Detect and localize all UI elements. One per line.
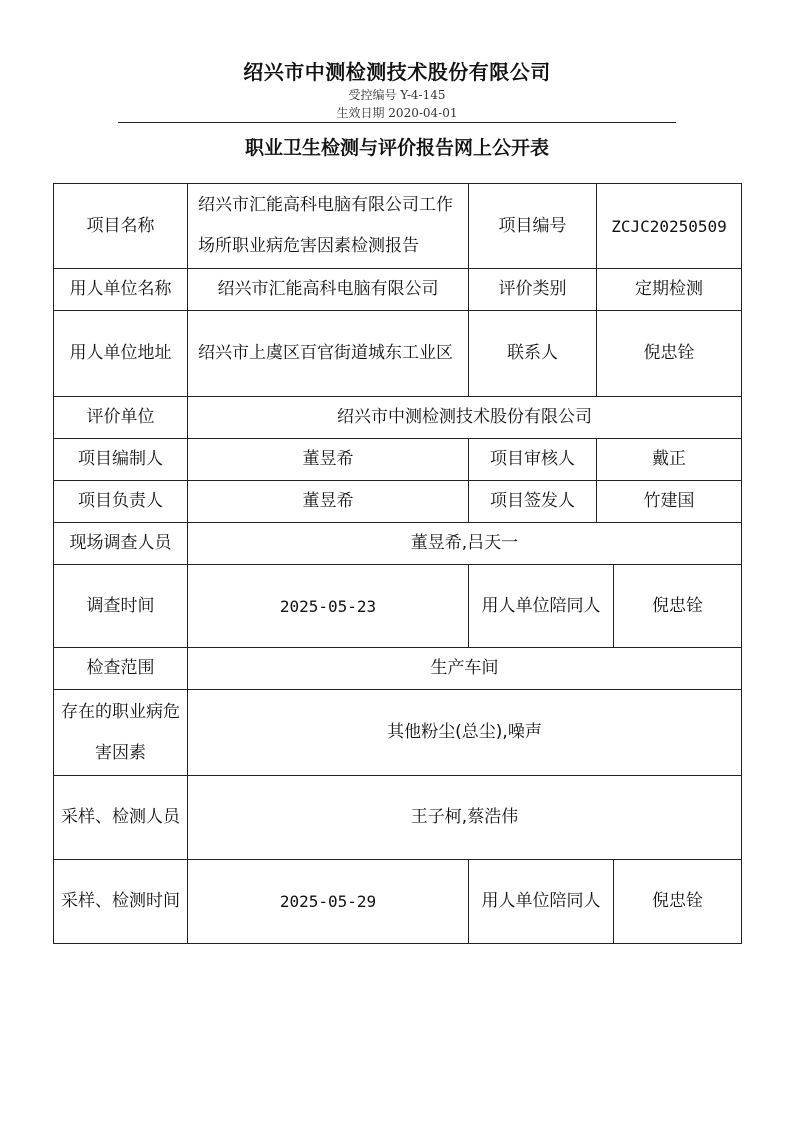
eval-unit-value: 绍兴市中测检测技术股份有限公司	[188, 397, 742, 439]
table-row	[54, 776, 742, 860]
escort-label: 用人单位陪同人	[469, 565, 614, 648]
employer-value: 绍兴市汇能高科电脑有限公司	[188, 269, 469, 311]
contact-label: 联系人	[469, 311, 597, 397]
leader-value: 董昱希	[188, 481, 469, 523]
issuer-label: 项目签发人	[469, 481, 597, 523]
surveyors-label: 现场调查人员	[54, 523, 188, 565]
issuer-value: 竹建国	[597, 481, 742, 523]
company-name: 绍兴市中测检测技术股份有限公司	[243, 60, 551, 84]
compiler-value: 董昱希	[188, 439, 469, 481]
table-row	[54, 311, 742, 397]
table-row	[54, 648, 742, 690]
sampling-time-value: 2025-05-29	[188, 860, 469, 944]
document-title: 职业卫生检测与评价报告网上公开表	[244, 137, 549, 159]
escort-label: 用人单位陪同人	[469, 860, 614, 944]
table-row	[54, 523, 742, 565]
scope-value: 生产车间	[188, 648, 742, 690]
reviewer-value: 戴正	[597, 439, 742, 481]
eval-type-value: 定期检测	[597, 269, 742, 311]
project-name-label: 项目名称	[54, 184, 188, 269]
compiler-label: 项目编制人	[54, 439, 188, 481]
project-no-value: ZCJC20250509	[597, 184, 742, 269]
survey-time-label: 调查时间	[54, 565, 188, 648]
table-row	[54, 397, 742, 439]
surveyors-value: 董昱希,吕天一	[188, 523, 742, 565]
project-no-label: 项目编号	[469, 184, 597, 269]
hazards-label: 存在的职业病危害因素	[54, 690, 188, 776]
header-divider	[118, 122, 676, 123]
table-row	[54, 690, 742, 776]
employer-label: 用人单位名称	[54, 269, 188, 311]
scope-label: 检查范围	[54, 648, 188, 690]
eval-type-label: 评价类别	[469, 269, 597, 311]
effective-date: 生效日期 2020-04-01	[336, 106, 458, 120]
table-row	[54, 565, 742, 648]
contact-value: 倪忠铨	[597, 311, 742, 397]
disclosure-table	[53, 183, 742, 944]
project-name-value: 绍兴市汇能高科电脑有限公司工作场所职业病危害因素检测报告	[188, 184, 469, 269]
control-number: 受控编号 Y-4-145	[348, 88, 446, 102]
escort-value: 倪忠铨	[614, 860, 742, 944]
table-row	[54, 860, 742, 944]
table-row	[54, 184, 742, 269]
samplers-value: 王子柯,蔡浩伟	[188, 776, 742, 860]
leader-label: 项目负责人	[54, 481, 188, 523]
table-row	[54, 269, 742, 311]
escort-value: 倪忠铨	[614, 565, 742, 648]
sampling-time-label: 采样、检测时间	[54, 860, 188, 944]
eval-unit-label: 评价单位	[54, 397, 188, 439]
survey-time-value: 2025-05-23	[188, 565, 469, 648]
table-row	[54, 481, 742, 523]
samplers-label: 采样、检测人员	[54, 776, 188, 860]
address-value: 绍兴市上虞区百官街道城东工业区	[188, 311, 469, 397]
table-row	[54, 439, 742, 481]
reviewer-label: 项目审核人	[469, 439, 597, 481]
hazards-value: 其他粉尘(总尘),噪声	[188, 690, 742, 776]
address-label: 用人单位地址	[54, 311, 188, 397]
